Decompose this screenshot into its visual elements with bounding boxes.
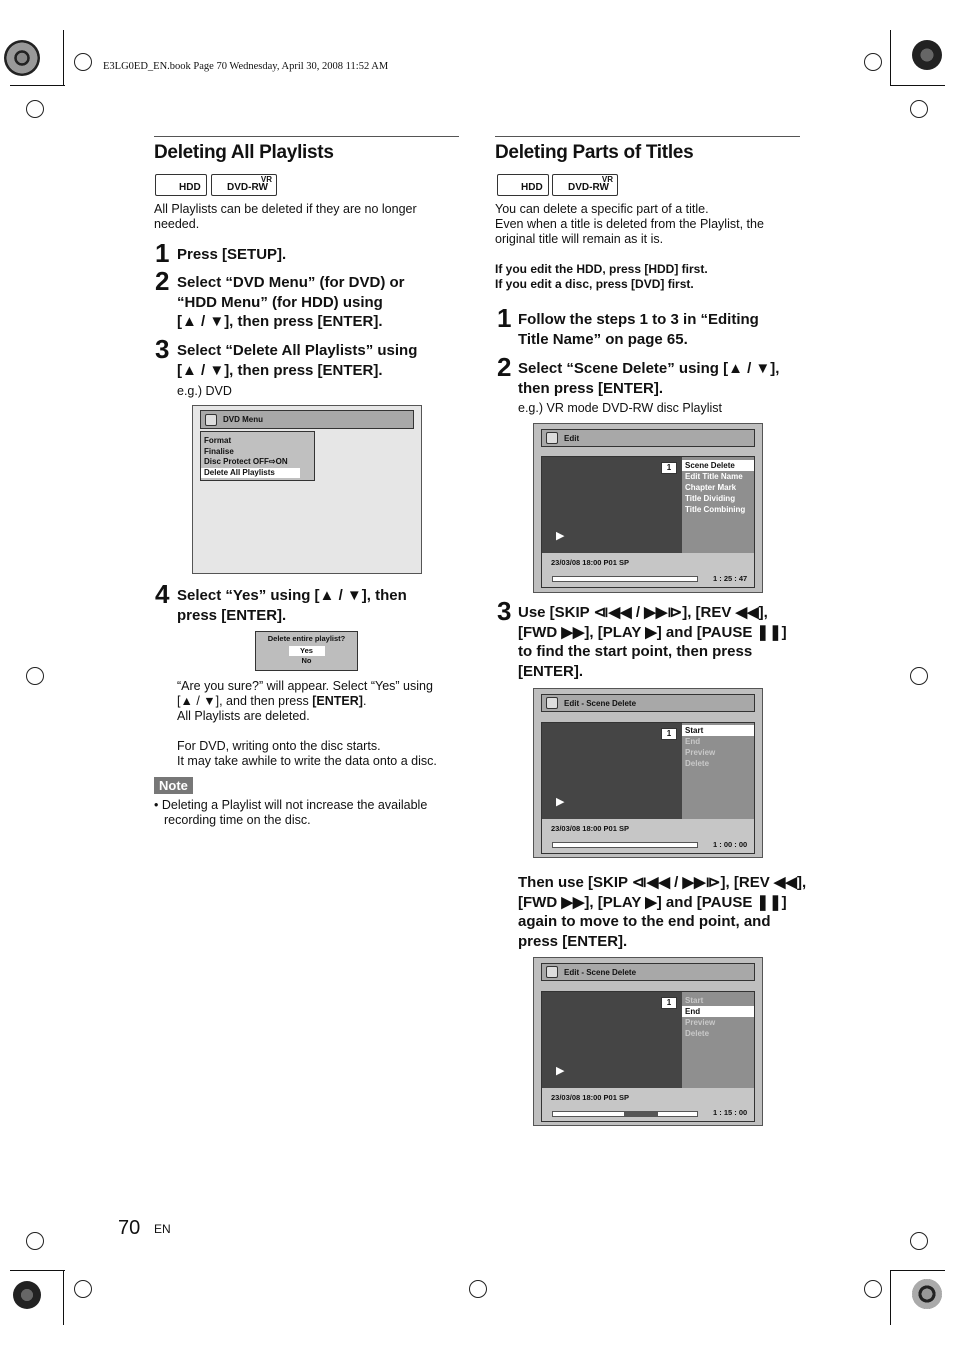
step-line: Use [SKIP ⧏◀◀ / ▶▶⧐], [REV ◀◀], bbox=[518, 604, 768, 621]
scene-delete-start-screen bbox=[533, 688, 763, 858]
step-line: [FWD ▶▶], [PLAY ▶] and [PAUSE ❚❚] bbox=[518, 893, 787, 911]
delete-playlist-dialog bbox=[255, 631, 358, 671]
step-number: 2 bbox=[497, 352, 512, 382]
dialog-no-option[interactable]: No bbox=[301, 656, 312, 665]
file-header: E3LG0ED_EN.book Page 70 Wednesday, April 30, 2008 11:52 AM bbox=[103, 61, 389, 72]
bold-line: If you edit the HDD, press [HDD] first. bbox=[495, 262, 708, 276]
crosshair-mark bbox=[910, 100, 928, 118]
intro-line: needed. bbox=[154, 217, 200, 231]
then-text bbox=[518, 873, 806, 951]
selected-segment bbox=[624, 1112, 658, 1116]
elapsed-time: 1 : 25 : 47 bbox=[713, 574, 748, 583]
dvd-rw-logo-text: DVD-RW bbox=[568, 182, 609, 193]
crop-line bbox=[63, 1270, 64, 1325]
crop-line bbox=[890, 1270, 891, 1325]
screen-title: DVD Menu bbox=[223, 415, 263, 424]
menu-item-end[interactable]: End bbox=[682, 1006, 754, 1017]
step-line: Select “Scene Delete” using [▲ / ▼], bbox=[518, 360, 780, 377]
step-line: [ENTER]. bbox=[518, 662, 583, 680]
intro-line: Even when a title is deleted from the Playlist, the bbox=[495, 217, 764, 231]
right-step-3-text bbox=[518, 603, 787, 681]
menu-item-edit-title-name[interactable]: Edit Title Name bbox=[685, 472, 743, 481]
step-number: 3 bbox=[497, 596, 512, 626]
hdd-logo-text: HDD bbox=[521, 182, 543, 193]
recording-info: 23/03/08 18:00 P01 SP bbox=[551, 558, 629, 567]
vr-logo-text: VR bbox=[260, 175, 272, 184]
bold-line: If you edit a disc, press [DVD] first. bbox=[495, 277, 694, 291]
step-line: Select “Delete All Playlists” using bbox=[177, 342, 418, 359]
play-icon: ▶ bbox=[556, 1065, 565, 1077]
menu-item-start[interactable]: Start bbox=[685, 996, 704, 1005]
hdd-logo-text: HDD bbox=[179, 182, 201, 193]
vr-logo-text: VR bbox=[601, 175, 613, 184]
step-line: Select “Yes” using [▲ / ▼], then bbox=[177, 587, 407, 604]
right-bold-intro bbox=[495, 262, 708, 292]
step-2-text bbox=[177, 273, 405, 332]
note-line: • Deleting a Playlist will not increase the available bbox=[154, 798, 428, 812]
step-line: [▲ / ▼], then press [ENTER]. bbox=[177, 361, 383, 379]
step-line: Title Name” on page 65. bbox=[518, 330, 688, 348]
crosshair-mark bbox=[74, 53, 92, 71]
language-label: EN bbox=[154, 1222, 171, 1236]
crosshair-mark bbox=[26, 100, 44, 118]
screen-title: Edit - Scene Delete bbox=[564, 967, 637, 977]
crosshair-mark bbox=[26, 1232, 44, 1250]
step-number: 3 bbox=[155, 334, 170, 364]
text-segment: [▲ / ▼], and then press bbox=[177, 694, 313, 708]
menu-item-preview[interactable]: Preview bbox=[685, 748, 716, 757]
preview-panel bbox=[541, 991, 755, 1122]
after-step-4-text bbox=[177, 679, 437, 769]
menu-item-scene-delete[interactable]: Scene Delete bbox=[682, 460, 754, 471]
left-intro bbox=[154, 202, 417, 232]
scene-delete-menu bbox=[682, 723, 754, 819]
menu-item-finalise[interactable]: Finalise bbox=[204, 446, 234, 456]
menu-item-delete[interactable]: Delete bbox=[685, 1029, 710, 1038]
registration-mark-top-right bbox=[912, 40, 942, 70]
crosshair-mark bbox=[864, 53, 882, 71]
progress-track bbox=[552, 842, 698, 848]
hdd-logo bbox=[497, 174, 549, 196]
text-segment: . bbox=[362, 694, 367, 708]
step-line: [FWD ▶▶], [PLAY ▶] and [PAUSE ❚❚] bbox=[518, 623, 787, 641]
edit-menu bbox=[682, 457, 754, 553]
crop-line bbox=[890, 1270, 945, 1271]
section-rule bbox=[154, 136, 459, 137]
intro-line: All Playlists can be deleted if they are no longer bbox=[154, 202, 417, 216]
step-line: to find the start point, then press bbox=[518, 643, 753, 660]
menu-item-preview[interactable]: Preview bbox=[685, 1018, 716, 1027]
crosshair-mark bbox=[864, 1280, 882, 1298]
preview-panel bbox=[541, 456, 755, 588]
menu-item-start[interactable]: Start bbox=[682, 725, 754, 736]
crosshair-mark bbox=[910, 1232, 928, 1250]
intro-line: original title will remain as it is. bbox=[495, 232, 664, 246]
screen-title: Edit - Scene Delete bbox=[564, 698, 637, 708]
play-icon: ▶ bbox=[556, 530, 565, 542]
enter-key-label: [ENTER] bbox=[312, 694, 363, 708]
elapsed-time: 1 : 15 : 00 bbox=[713, 1108, 748, 1117]
crop-line bbox=[10, 1270, 65, 1271]
step-number: 4 bbox=[155, 579, 170, 609]
dvd-menu-list bbox=[200, 431, 315, 481]
step-line: Select “DVD Menu” (for DVD) or bbox=[177, 274, 405, 291]
text-line: “Are you sure?” will appear. Select “Yes” using bbox=[177, 679, 433, 693]
section-title-right: Deleting Parts of Titles bbox=[495, 142, 694, 163]
step-3-text bbox=[177, 341, 417, 380]
menu-item-title-combining[interactable]: Title Combining bbox=[685, 505, 746, 514]
step-line: “HDD Menu” (for HDD) using bbox=[177, 293, 383, 311]
title-number: 1 bbox=[661, 462, 677, 474]
edit-icon bbox=[546, 432, 558, 444]
registration-mark-bottom-left bbox=[13, 1281, 41, 1309]
right-intro bbox=[495, 202, 764, 247]
hdd-logo bbox=[155, 174, 207, 196]
recording-info: 23/03/08 18:00 P01 SP bbox=[551, 824, 629, 833]
menu-icon bbox=[205, 414, 217, 426]
preview-panel bbox=[541, 722, 755, 854]
menu-item-delete[interactable]: Delete bbox=[685, 759, 710, 768]
right-step-1-text bbox=[518, 310, 759, 349]
crop-line bbox=[890, 85, 945, 86]
menu-item-title-dividing[interactable]: Title Dividing bbox=[685, 494, 736, 503]
step-line: press [ENTER]. bbox=[177, 606, 287, 624]
menu-item-end[interactable]: End bbox=[685, 737, 701, 746]
screen-title: Edit bbox=[564, 433, 580, 443]
title-number: 1 bbox=[661, 997, 677, 1009]
registration-mark-top-left bbox=[4, 40, 40, 76]
note-line: recording time on the disc. bbox=[164, 813, 311, 827]
step-line: [▲ / ▼], then press [ENTER]. bbox=[177, 313, 383, 330]
progress-track bbox=[552, 576, 698, 582]
page-number: 70 bbox=[118, 1217, 141, 1239]
section-title-left: Deleting All Playlists bbox=[154, 142, 334, 163]
crosshair-mark bbox=[26, 667, 44, 685]
screen-title-bar bbox=[200, 410, 414, 429]
step-line: again to move to the end point, and bbox=[518, 913, 771, 930]
crop-line bbox=[10, 85, 65, 86]
scene-delete-menu bbox=[682, 992, 754, 1088]
note-text bbox=[154, 798, 427, 828]
play-icon: ▶ bbox=[556, 796, 565, 808]
edit-screen bbox=[533, 423, 763, 593]
intro-line: You can delete a specific part of a title. bbox=[495, 202, 709, 216]
step-line: Follow the steps 1 to 3 in “Editing bbox=[518, 311, 759, 328]
screen-title-bar bbox=[541, 963, 755, 981]
example-label: e.g.) VR mode DVD-RW disc Playlist bbox=[518, 401, 722, 415]
text-line: All Playlists are deleted. bbox=[177, 709, 310, 723]
menu-item-chapter-mark[interactable]: Chapter Mark bbox=[685, 483, 737, 492]
dvd-rw-vr-logo bbox=[211, 174, 277, 196]
elapsed-time: 1 : 00 : 00 bbox=[713, 840, 748, 849]
step-4-text bbox=[177, 586, 407, 625]
menu-item-format[interactable]: Format bbox=[204, 436, 232, 445]
section-rule bbox=[495, 136, 800, 137]
menu-item-disc-protect[interactable]: Disc Protect OFF⇨ON bbox=[204, 457, 288, 466]
text-line: It may take awhile to write the data onto a disc. bbox=[177, 754, 437, 768]
recording-info: 23/03/08 18:00 P01 SP bbox=[551, 1093, 629, 1102]
step-line: Then use [SKIP ⧏◀◀ / ▶▶⧐], [REV ◀◀], bbox=[518, 874, 807, 891]
crosshair-mark bbox=[469, 1280, 487, 1298]
step-1-text: Press [SETUP]. bbox=[177, 246, 287, 263]
dvd-rw-vr-logo bbox=[552, 174, 618, 196]
edit-icon bbox=[546, 697, 558, 709]
screen-title-bar bbox=[541, 429, 755, 447]
crop-line bbox=[890, 30, 891, 85]
dialog-question: Delete entire playlist? bbox=[267, 634, 346, 643]
step-number: 1 bbox=[497, 303, 512, 333]
registration-mark-bottom-right bbox=[912, 1279, 942, 1309]
step-number: 2 bbox=[155, 266, 170, 296]
step-line: press [ENTER]. bbox=[518, 932, 628, 950]
screen-title-bar bbox=[541, 694, 755, 712]
edit-icon bbox=[546, 966, 558, 978]
scene-delete-end-screen bbox=[533, 957, 763, 1126]
step-number: 1 bbox=[155, 238, 170, 268]
dvd-menu-screen bbox=[192, 405, 422, 574]
menu-item-delete-all-playlists[interactable]: Delete All Playlists bbox=[201, 468, 300, 479]
dialog-yes-option[interactable]: Yes bbox=[289, 646, 325, 656]
crop-line bbox=[63, 30, 64, 85]
text-line: For DVD, writing onto the disc starts. bbox=[177, 739, 381, 753]
crosshair-mark bbox=[74, 1280, 92, 1298]
dvd-rw-logo-text: DVD-RW bbox=[227, 182, 268, 193]
step-line: then press [ENTER]. bbox=[518, 379, 664, 397]
crosshair-mark bbox=[910, 667, 928, 685]
right-step-2-text bbox=[518, 359, 779, 398]
title-number: 1 bbox=[661, 728, 677, 740]
text-line bbox=[177, 694, 437, 709]
example-label: e.g.) DVD bbox=[177, 384, 232, 398]
note-label: Note bbox=[154, 777, 193, 794]
